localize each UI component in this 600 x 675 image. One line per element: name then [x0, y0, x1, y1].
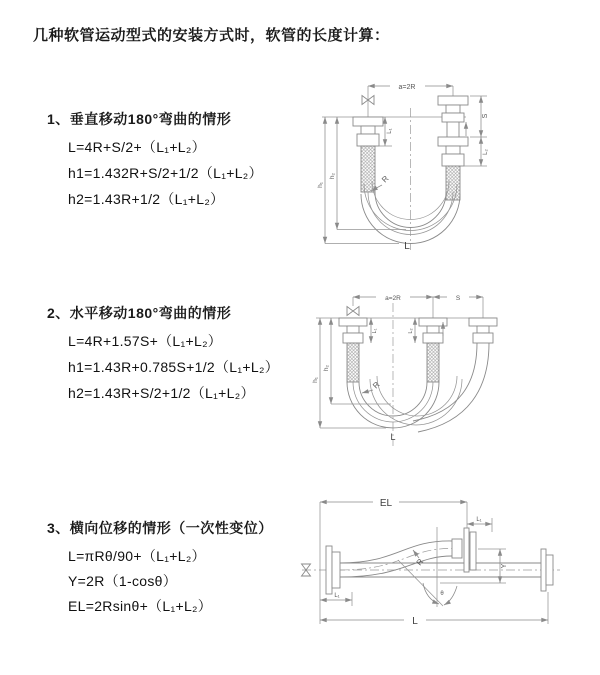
diagram-horizontal-180-bend [310, 286, 516, 452]
dim-a2r [353, 295, 433, 302]
dim-label-l1: L₁ [372, 328, 378, 334]
formula-line: Y=2R（1-cosθ） [68, 573, 178, 589]
right-end-fitting [438, 96, 468, 200]
formula-line: h2=1.43R+S/2+1/2（L₁+L₂） [68, 385, 255, 401]
formula-line: L=πRθ/90+（L₁+L₂） [68, 548, 206, 564]
dim-label-s: S [455, 295, 461, 302]
formula-line: L=4R+S/2+（L₁+L₂） [68, 139, 206, 155]
dim-l1-top [467, 517, 492, 532]
braided-hose-section [347, 343, 359, 382]
page-title: 几种软管运动型式的安装方式时，软管的长度计算： [33, 27, 390, 44]
left-end-fitting [339, 318, 367, 382]
dim-label-r: R [380, 173, 391, 185]
left-end-fitting [326, 546, 340, 594]
dim-label-l1: L₁ [387, 128, 393, 134]
dim-label-l1: L₁ [476, 517, 482, 523]
dim-label-h2: h₂ [329, 172, 336, 180]
braided-hose-section [361, 146, 375, 192]
dim-l1-left [320, 592, 352, 606]
dim-l1 [371, 318, 378, 343]
dim-label-y: Y [501, 563, 508, 569]
hose-u-bend [347, 343, 489, 432]
formula-line: h1=1.432R+S/2+1/2（L₁+L₂） [68, 165, 263, 181]
formula-line: L=4R+1.57S+（L₁+L₂） [68, 333, 223, 349]
diagram-vertical-180-bend [314, 76, 524, 252]
dim-label-l2: L₂ [483, 149, 489, 155]
left-end-fitting [353, 117, 383, 192]
section-3-heading: 3、横向位移的情形（一次性变位） [47, 520, 273, 536]
dim-label-a2r: a=2R [385, 295, 401, 302]
dim-label-r: R [414, 557, 426, 568]
dim-label-theta: θ [440, 591, 444, 597]
formula-line: h2=1.43R+1/2（L₁+L₂） [68, 191, 225, 207]
dim-label-h2: h₂ [323, 364, 330, 372]
dim-el [320, 498, 467, 624]
formula-line: EL=2Rsinθ+（L₁+L₂） [68, 598, 213, 614]
dim-label-h1: h₁ [317, 182, 324, 188]
dim-label-l1-left: L₁ [334, 593, 340, 599]
dim-label-a2r: a=2R [398, 84, 416, 91]
radius-callout [413, 550, 425, 567]
dim-label-s: S [482, 113, 489, 119]
dim-label-r: R [371, 379, 382, 391]
section-1-heading: 1、垂直移动180°弯曲的情形 [47, 111, 232, 127]
dim-label-l-total: L [390, 432, 396, 442]
dim-label-l-total: L [404, 241, 410, 252]
dim-l2 [481, 137, 489, 166]
dim-label-l: L [412, 616, 418, 627]
formula-line: h1=1.43R+0.785S+1/2（L₁+L₂） [68, 359, 279, 375]
angle-construction [398, 527, 457, 607]
dim-l2 [408, 318, 415, 343]
right-end-fitting [469, 318, 497, 343]
braided-hose-section [427, 343, 439, 382]
dim-s [433, 295, 483, 302]
diagram-lateral-displacement [298, 492, 566, 634]
dim-label-l2: L₂ [408, 328, 414, 334]
valve-icon [347, 307, 359, 316]
dim-label-el: EL [379, 498, 393, 509]
dim-label-h1: h₁ [312, 377, 319, 383]
section-2-heading: 2、水平移动180°弯曲的情形 [47, 305, 232, 321]
